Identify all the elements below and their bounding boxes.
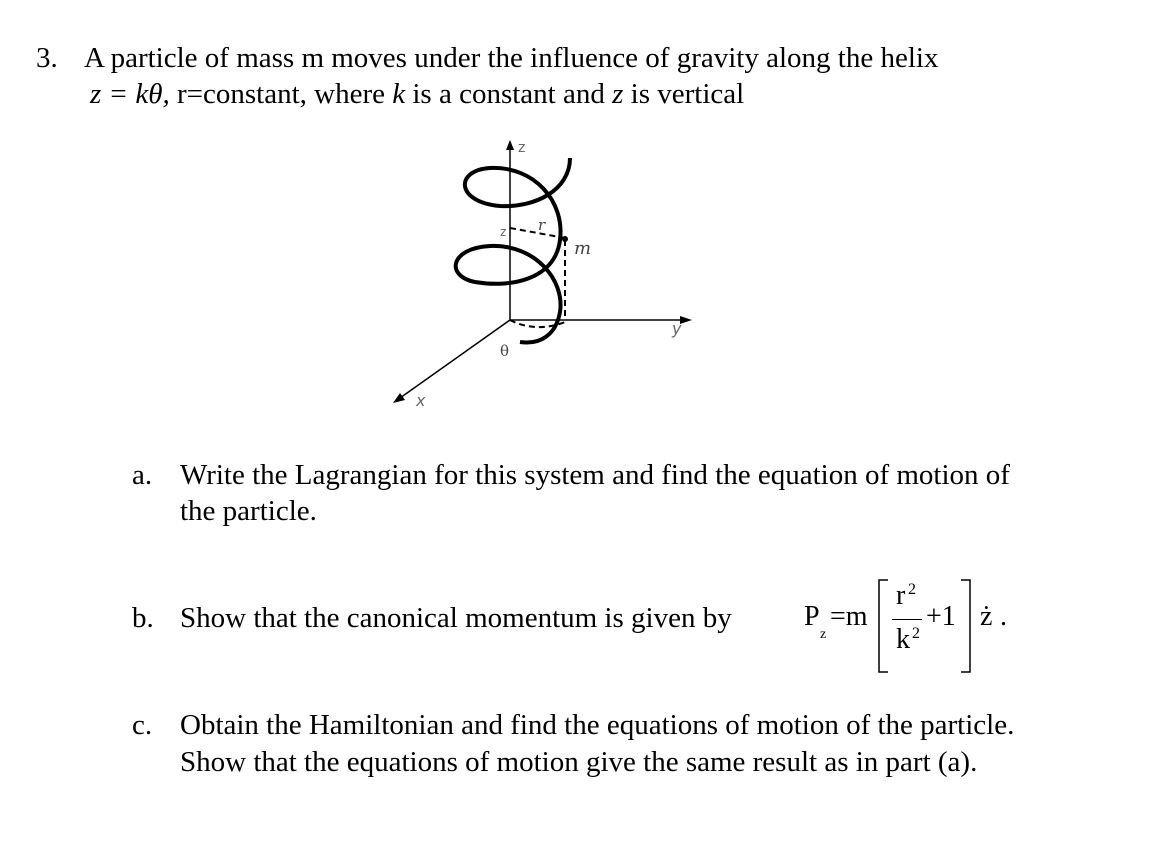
x-axis <box>400 320 510 398</box>
formula-z-dot: ż <box>980 601 993 632</box>
part-b-label: b. <box>132 602 154 634</box>
problem-statement-line1: A particle of mass m moves under the influence of gravity along the helix <box>84 42 939 74</box>
label-axis-x: x <box>416 391 426 410</box>
formula-denominator-k: k <box>896 624 910 655</box>
problem-number: 3. <box>36 42 58 74</box>
y-axis-arrow <box>680 316 692 324</box>
part-c-label: c. <box>132 709 153 741</box>
variable-z: z <box>612 78 624 110</box>
statement-text: r=constant, where <box>169 78 393 110</box>
formula-denominator-exponent: 2 <box>912 625 920 642</box>
z-axis-arrow <box>506 140 514 150</box>
formula-numerator-r: r <box>896 580 906 611</box>
label-mass-m: m <box>574 238 592 259</box>
part-b-text: Show that the canonical momentum is given by <box>180 602 732 634</box>
label-axis-y: y <box>672 319 682 338</box>
part-a-text-line2: the particle. <box>180 495 317 527</box>
formula-left-bracket <box>877 579 889 673</box>
x-axis-arrow <box>393 393 405 403</box>
problem-statement-line2 <box>90 76 744 112</box>
part-a-text-line1: Write the Lagrangian for this system and find the equation of motion of <box>180 459 1010 491</box>
part-c-text-line1: Obtain the Hamiltonian and find the equations of motion of the particle. <box>180 709 1015 741</box>
formula-equals-m: =m <box>830 601 868 632</box>
helix-figure <box>360 130 720 430</box>
formula-period: . <box>1000 601 1007 632</box>
label-theta: θ <box>500 342 510 360</box>
part-c-text-line2: Show that the equations of motion give the same result as in part (a). <box>180 746 978 778</box>
formula-P: P <box>804 601 820 632</box>
part-a-label: a. <box>132 459 153 491</box>
label-axis-z: z <box>518 140 526 156</box>
label-height-z: z <box>500 225 507 239</box>
helix-curve <box>456 158 570 343</box>
statement-text: is a constant and <box>405 78 613 110</box>
variable-k: k <box>392 78 406 110</box>
formula-plus-one: +1 <box>926 601 956 632</box>
canonical-momentum-formula <box>800 575 1030 675</box>
particle-mass <box>562 236 568 242</box>
statement-text: is vertical <box>623 78 745 110</box>
helix-equation: z = kθ, <box>90 78 170 110</box>
label-radius-r: r <box>538 216 546 234</box>
formula-subscript-z: z <box>820 627 827 642</box>
formula-numerator-exponent: 2 <box>908 581 916 598</box>
formula-right-bracket <box>960 579 972 673</box>
